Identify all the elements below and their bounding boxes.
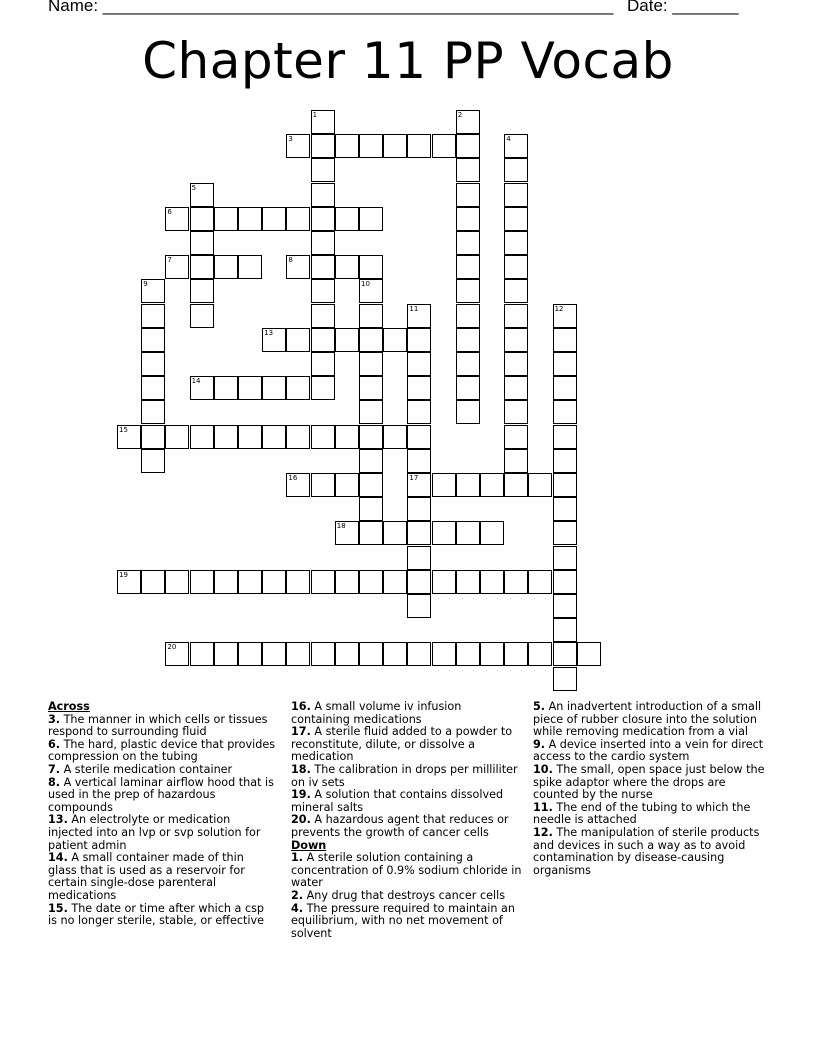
crossword-cell[interactable] [359,449,383,473]
clue-number: 15 [119,425,128,434]
crossword-cell[interactable] [456,376,480,400]
crossword-cell[interactable] [553,546,577,570]
clue-item [48,814,276,852]
crossword-cell[interactable] [407,376,431,400]
crossword-cell[interactable] [141,304,165,328]
crossword-cell[interactable] [262,570,286,594]
crossword-cell[interactable] [407,594,431,618]
clue-number: 4 [506,135,511,144]
crossword-cell[interactable] [335,207,359,231]
crossword-cell[interactable] [553,400,577,424]
clue-number: 14 [191,377,201,386]
crossword-cell[interactable] [311,110,335,134]
crossword-cell[interactable] [311,376,335,400]
crossword-cell[interactable] [504,376,528,400]
crossword-cell[interactable] [383,570,407,594]
crossword-cell[interactable] [480,642,504,666]
crossword-cell[interactable] [359,400,383,424]
crossword-cell[interactable] [190,255,214,279]
crossword-cell[interactable] [383,328,407,352]
crossword-cell[interactable] [117,570,141,594]
crossword-cell[interactable] [407,473,431,497]
crossword-cell[interactable] [456,352,480,376]
crossword-cell[interactable] [214,425,238,449]
crossword-cell[interactable] [553,328,577,352]
crossword-cell[interactable] [214,376,238,400]
crossword-cell[interactable] [432,134,456,158]
crossword-cell[interactable] [456,207,480,231]
crossword-cell[interactable] [359,328,383,352]
crossword-cell[interactable] [407,400,431,424]
crossword-cell[interactable] [311,183,335,207]
crossword-cell[interactable] [407,304,431,328]
crossword-cell[interactable] [553,521,577,545]
crossword-cell[interactable] [456,183,480,207]
crossword-cell[interactable] [335,328,359,352]
clues-column-2 [291,701,523,940]
clue-text: Any drug that destroys cancer cells [303,888,506,902]
crossword-cell[interactable] [407,521,431,545]
crossword-cell[interactable] [359,255,383,279]
clue-item [533,764,769,802]
clue-number: 8. [48,775,61,789]
crossword-cell[interactable] [480,570,504,594]
clue-number: 20 [167,643,177,652]
crossword-cell[interactable] [286,134,310,158]
crossword-cell[interactable] [214,207,238,231]
clue-text: The calibration in drops per milliliter on iv sets [291,762,518,789]
date-field: Date: _______ [627,0,739,15]
crossword-cell[interactable] [141,400,165,424]
clue-number: 13 [264,328,274,337]
crossword-cell[interactable] [456,134,480,158]
crossword-cell[interactable] [528,570,552,594]
crossword-cell[interactable] [480,521,504,545]
clue-text: An inadvertent introduction of a small piece of rubber closure into the solution while removing medication from a vial [533,700,762,739]
crossword-cell[interactable] [407,642,431,666]
crossword-cell[interactable] [359,134,383,158]
crossword-cell[interactable] [553,304,577,328]
crossword-cell[interactable] [504,449,528,473]
clue-number: 7. [48,762,61,776]
crossword-cell[interactable] [504,183,528,207]
crossword-cell[interactable] [504,304,528,328]
crossword-cell[interactable] [335,473,359,497]
clue-text: A solution that contains dissolved mineral salts [291,788,504,814]
crossword-cell[interactable] [311,642,335,666]
crossword-cell[interactable] [262,207,286,231]
crossword-cell[interactable] [456,328,480,352]
name-field: Name: ______________________________________________________ [48,0,614,15]
crossword-cell[interactable] [311,279,335,303]
crossword-cell[interactable] [553,642,577,666]
crossword-cell[interactable] [359,279,383,303]
crossword-cell[interactable] [359,425,383,449]
crossword-cell[interactable] [432,642,456,666]
clue-number: 2. [291,888,304,902]
crossword-cell[interactable] [407,134,431,158]
clue-number: 9. [533,737,546,751]
clue-text: An electrolyte or medication injected into an lvp or svp solution for patient admin [48,813,261,852]
clue-number: 10 [361,280,370,289]
crossword-cell[interactable] [165,425,189,449]
crossword-cell[interactable] [141,376,165,400]
clue-text: A sterile solution containing a concentration of 0.9% sodium chloride in water [291,851,522,890]
clue-item [291,701,523,726]
crossword-cell[interactable] [504,570,528,594]
crossword-cell[interactable] [335,642,359,666]
crossword-cell[interactable] [286,473,310,497]
crossword-cell[interactable] [504,328,528,352]
clue-text: The end of the tubing to which the needle is attached [533,800,751,827]
clue-number: 19. [291,788,311,802]
clue-item [291,852,523,890]
crossword-cell[interactable] [311,473,335,497]
clue-text: The small, open space just below the spike adaptor where the drops are counted by the nurse [533,762,765,802]
crossword-cell[interactable] [335,425,359,449]
crossword-cell[interactable] [214,642,238,666]
crossword-cell[interactable] [553,352,577,376]
clue-item [533,802,769,827]
clue-text: The pressure required to maintain an equilibrium, with no net movement of solvent [291,901,515,940]
crossword-cell[interactable] [553,473,577,497]
crossword-cell[interactable] [504,158,528,182]
crossword-cell[interactable] [553,594,577,618]
crossword-cell[interactable] [456,279,480,303]
crossword-cell[interactable] [407,425,431,449]
crossword-cell[interactable] [141,279,165,303]
crossword-cell[interactable] [383,521,407,545]
crossword-cell[interactable] [359,207,383,231]
crossword-cell[interactable] [359,376,383,400]
crossword-cell[interactable] [262,425,286,449]
clue-text: The hard, plastic device that provides compression on the tubing [48,737,276,764]
crossword-cell[interactable] [190,207,214,231]
crossword-cell[interactable] [553,425,577,449]
crossword-cell[interactable] [383,425,407,449]
crossword-cell[interactable] [262,642,286,666]
crossword-cell[interactable] [165,642,189,666]
clue-number: 20. [291,813,311,827]
crossword-cell[interactable] [407,570,431,594]
crossword-cell[interactable] [456,231,480,255]
clue-number: 6 [167,207,172,216]
clue-item [533,701,769,739]
crossword-cell[interactable] [407,497,431,521]
clues-column-3 [533,701,769,877]
crossword-cell[interactable] [311,304,335,328]
crossword-cell[interactable] [359,352,383,376]
clue-number: 12 [554,304,564,313]
crossword-cell[interactable] [528,642,552,666]
crossword-cell[interactable] [214,570,238,594]
crossword-cell[interactable] [432,570,456,594]
clues-column-1 [48,701,276,928]
crossword-cell[interactable] [528,473,552,497]
clue-item [291,903,523,941]
crossword-cell[interactable] [286,376,310,400]
crossword-cell[interactable] [456,110,480,134]
crossword-cell[interactable] [456,570,480,594]
crossword-cell[interactable] [141,328,165,352]
crossword-cell[interactable] [407,352,431,376]
crossword-cell[interactable] [407,449,431,473]
clue-number: 8 [288,256,293,265]
clue-number: 18. [291,762,311,776]
crossword-cell[interactable] [553,618,577,642]
crossword-cell[interactable] [432,473,456,497]
crossword-cell[interactable] [553,449,577,473]
crossword-cell[interactable] [456,158,480,182]
crossword-cell[interactable] [238,570,262,594]
clue-number: 17 [409,474,419,482]
crossword-cell[interactable] [190,183,214,207]
across-heading: Across [48,700,90,713]
crossword-cell[interactable] [359,570,383,594]
crossword-cell[interactable] [238,255,262,279]
crossword-cell[interactable] [190,642,214,666]
crossword-cell[interactable] [577,642,601,666]
crossword-cell[interactable] [383,642,407,666]
clue-number: 5. [533,700,546,713]
crossword-cell[interactable] [504,352,528,376]
crossword-cell[interactable] [359,473,383,497]
crossword-cell[interactable] [504,400,528,424]
crossword-cell[interactable] [504,473,528,497]
clue-number: 15. [48,901,68,915]
crossword-cell[interactable] [311,255,335,279]
clue-number: 2 [457,111,463,119]
crossword-cell[interactable] [311,570,335,594]
crossword-cell[interactable] [456,400,480,424]
crossword-cell[interactable] [286,570,310,594]
clue-text: A vertical laminar airflow hood that is used in the prep of hazardous compounds [48,775,274,814]
clue-item [533,827,769,877]
crossword-cell[interactable] [359,497,383,521]
clue-number: 6. [48,737,61,751]
clue-text: A device inserted into a vein for direct access to the cardio system [533,737,764,764]
crossword-cell[interactable] [335,134,359,158]
crossword-cell[interactable] [311,158,335,182]
crossword-cell[interactable] [238,425,262,449]
crossword-cell[interactable] [141,449,165,473]
clue-text: The manner in which cells or tissues respond to surrounding fluid [48,712,268,739]
crossword-cell[interactable] [335,521,359,545]
clue-item [291,764,523,789]
clue-item [48,777,276,815]
clue-text: The date or time after which a csp is no longer sterile, stable, or effective [48,901,265,928]
crossword-cell[interactable] [286,207,310,231]
crossword-cell[interactable] [238,642,262,666]
crossword-cell[interactable] [311,352,335,376]
clue-number: 14. [48,851,68,865]
crossword-cell[interactable] [504,425,528,449]
crossword-cell[interactable] [311,425,335,449]
clue-item [48,903,276,928]
clue-number: 3. [48,712,61,726]
clue-number: 4. [291,901,304,915]
clue-text: A hazardous agent that reduces or prevents the growth of cancer cells [291,813,509,839]
crossword-cell[interactable] [407,328,431,352]
clue-number: 1 [312,111,318,119]
crossword-cell[interactable] [190,279,214,303]
clue-number: 5 [191,183,197,192]
clue-number: 12. [533,825,553,839]
crossword-cell[interactable] [553,497,577,521]
clue-item [48,714,276,739]
clue-item [533,739,769,764]
clue-text: A small container made of thin glass that is used as a reservoir for certain single-dose parenteral medications [48,851,245,902]
clue-item [291,726,523,764]
crossword-cell[interactable] [504,642,528,666]
crossword-cell[interactable] [504,231,528,255]
clue-number: 11. [533,800,553,814]
clue-number: 17. [291,725,311,739]
crossword-cell[interactable] [407,546,431,570]
clue-text: A sterile medication container [60,762,233,776]
crossword-cell[interactable] [190,376,214,400]
crossword-cell[interactable] [190,425,214,449]
crossword-cell[interactable] [214,255,238,279]
crossword-cell[interactable] [286,255,310,279]
clue-number: 16. [291,700,311,713]
clue-number: 18 [336,522,346,531]
crossword-cell[interactable] [311,328,335,352]
crossword-cell[interactable] [262,328,286,352]
crossword-cell[interactable] [190,231,214,255]
crossword-cell[interactable] [553,570,577,594]
crossword-cell[interactable] [238,207,262,231]
crossword-cell[interactable] [456,304,480,328]
clue-number: 1. [291,851,304,865]
crossword-cell[interactable] [432,521,456,545]
clue-number: 9 [143,280,148,289]
clue-item [48,739,276,764]
crossword-cell[interactable] [286,425,310,449]
crossword-cell[interactable] [553,667,577,691]
page-title: Chapter 11 PP Vocab [142,32,674,90]
clue-number: 10. [533,762,553,776]
clue-text: The manipulation of sterile products and devices in such a way as to avoid contamination by disease-causing organisms [533,825,760,877]
clue-number: 13. [48,813,68,827]
crossword-cell[interactable] [359,304,383,328]
crossword-cell[interactable] [383,134,407,158]
crossword-cell[interactable] [456,255,480,279]
crossword-cell[interactable] [165,570,189,594]
crossword-cell[interactable] [141,352,165,376]
clue-number: 11 [409,304,419,313]
crossword-cell[interactable] [311,134,335,158]
crossword-cell[interactable] [359,521,383,545]
crossword-cell[interactable] [335,570,359,594]
crossword-cell[interactable] [335,255,359,279]
crossword-cell[interactable] [504,255,528,279]
crossword-cell[interactable] [286,328,310,352]
crossword-cell[interactable] [141,425,165,449]
clue-item [291,789,523,814]
clue-number: 19 [119,570,128,579]
crossword-cell[interactable] [456,521,480,545]
clue-number: 3 [288,135,293,144]
down-heading: Down [291,838,327,852]
clue-text: A sterile fluid added to a powder to reconstitute, dilute, or dissolve a medication [291,725,513,764]
crossword-cell[interactable] [504,134,528,158]
crossword-cell[interactable] [359,642,383,666]
clue-text: A small volume iv infusion containing medications [291,700,462,726]
crossword-cell[interactable] [311,231,335,255]
clue-item [48,852,276,902]
crossword-cell[interactable] [190,304,214,328]
clue-number: 7 [167,256,172,265]
crossword-cell[interactable] [165,207,189,231]
crossword-cell[interactable] [190,570,214,594]
crossword-cell[interactable] [262,376,286,400]
crossword-cell[interactable] [117,425,141,449]
clue-item [291,814,523,839]
crossword-cell[interactable] [504,279,528,303]
crossword-cell[interactable] [311,207,335,231]
crossword-cell[interactable] [456,473,480,497]
crossword-cell[interactable] [238,376,262,400]
crossword-cell[interactable] [504,207,528,231]
crossword-cell[interactable] [141,570,165,594]
clue-number: 16 [288,474,298,482]
crossword-cell[interactable] [480,473,504,497]
crossword-cell[interactable] [456,642,480,666]
crossword-cell[interactable] [165,255,189,279]
crossword-cell[interactable] [286,642,310,666]
crossword-cell[interactable] [553,376,577,400]
